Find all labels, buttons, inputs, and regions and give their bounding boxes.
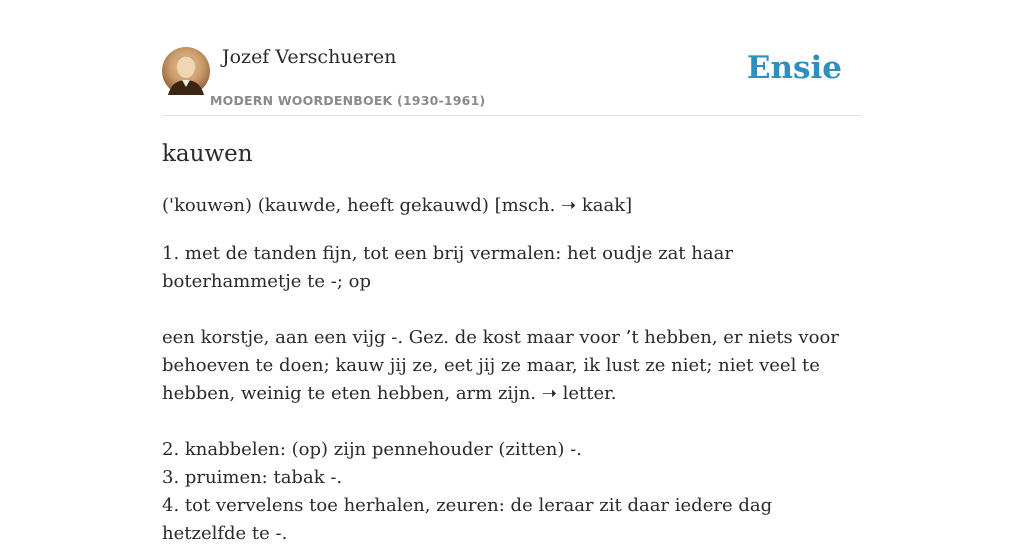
definition-item-2: 2. knabbelen: (op) zijn pennehouder (zitten) -. — [162, 439, 582, 460]
paragraph-gap — [162, 296, 862, 324]
ensie-logo[interactable]: Ensie — [746, 50, 842, 86]
header — [162, 0, 862, 116]
entry-word: kauwen — [162, 141, 253, 167]
book-title[interactable]: MODERN WOORDENBOEK (1930-1961) — [210, 93, 486, 108]
entry-pronunciation: ('kouwən) (kauwde, heeft gekauwd) [msch. ➝ kaak] — [162, 195, 633, 216]
definition-item-3: 3. pruimen: tabak -. — [162, 467, 343, 488]
page-container — [162, 0, 862, 544]
author-name[interactable]: Jozef Verschueren — [222, 46, 397, 68]
portrait-icon — [162, 47, 210, 95]
author-avatar[interactable] — [162, 47, 210, 95]
definition-item-4: 4. tot vervelens toe herhalen, zeuren: de leraar zit daar iedere dag hetzelfde te -. — [162, 495, 773, 544]
definition-paragraph-1: 1. met de tanden fijn, tot een brij vermalen: het oudje zat haar boterhammetje te -; op — [162, 243, 733, 292]
entry-definition — [162, 240, 862, 548]
paragraph-gap — [162, 408, 862, 436]
definition-paragraph-2: een korstje, aan een vijg -. Gez. de kost maar voor ’t hebben, er niets voor behoeven te doen; kauw jij ze, eet jij ze maar, ik lust ze niet; niet veel te hebben, weinig te eten hebben, arm zijn. ➝ letter. — [162, 327, 839, 404]
